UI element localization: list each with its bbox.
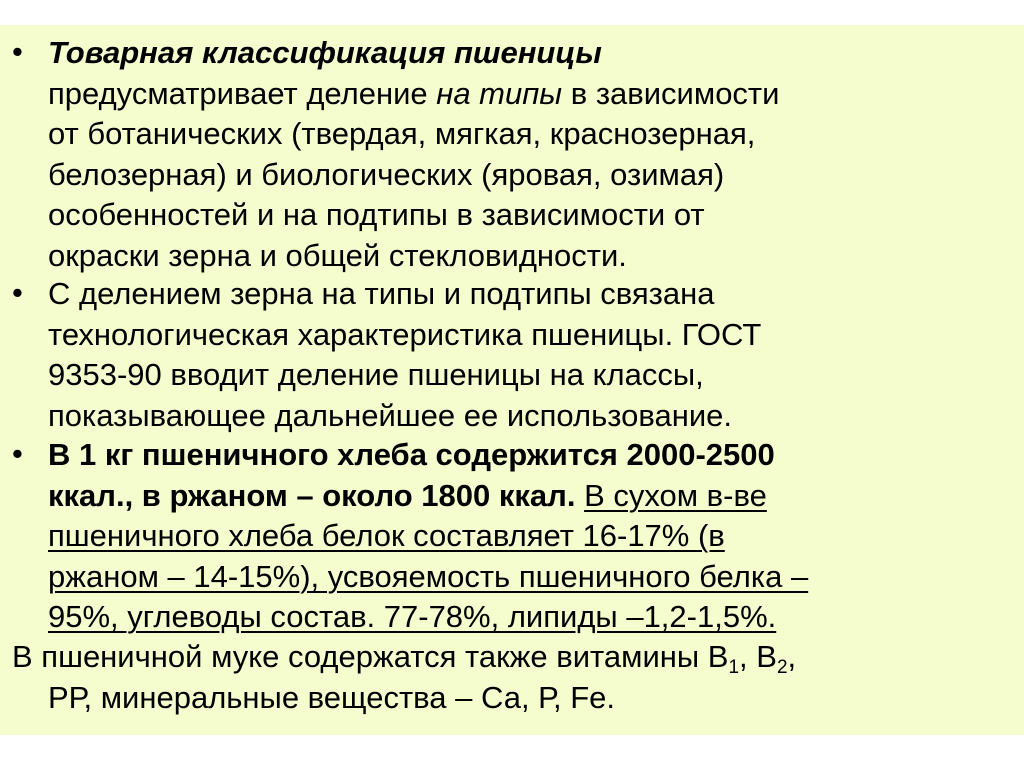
text-line — [48, 33, 1024, 74]
subscript: 1 — [728, 657, 740, 678]
text-line: РР, минеральные вещества – Са, Р, Fe. — [48, 679, 616, 715]
text-line: 9353-90 вводит деление пшеницы на классы, — [48, 357, 704, 392]
underlined-segment: В сухом в-ве — [584, 477, 767, 513]
bold-segment: В 1 кг пшеничного хлеба содержится 2000-2500 — [48, 437, 775, 472]
text-line: С делением зерна на типы и подтипы связана — [48, 276, 715, 311]
text-line: особенностей и на подтипы в зависимости от — [48, 197, 705, 232]
text-line — [12, 637, 1024, 678]
text-line — [48, 435, 1024, 476]
bullet-marker: • — [12, 34, 23, 69]
text-line: показывающее дальнейшее ее использование. — [48, 397, 732, 433]
text-segment: в зависимости — [562, 75, 780, 111]
text-line — [48, 516, 1024, 557]
text-segment: В пшеничной муке содержатся также витамины В — [12, 639, 729, 674]
bold-segment: ккал., в ржаном – около 1800 ккал. — [48, 477, 576, 513]
text-line — [48, 597, 1024, 638]
bullet-item-gost — [48, 274, 1024, 436]
bullet-item-calories — [48, 435, 1024, 638]
underlined-segment: пшеничного хлеба белок составляет 16-17% (в — [48, 518, 725, 553]
text-line — [48, 557, 1024, 598]
bold-italic-heading: Товарная классификация пшеницы — [48, 35, 602, 70]
bullet-marker: • — [12, 275, 23, 310]
underlined-segment: 95%, углеводы состав. 77-78%, липиды –1,2-1,5%. — [48, 599, 777, 634]
bullet-item-classification — [48, 33, 1024, 276]
slide — [0, 25, 1024, 735]
vitamins-paragraph — [12, 637, 1024, 718]
text-line — [48, 74, 1024, 115]
subscript: 2 — [776, 657, 788, 678]
text-line: технологическая характеристика пшеницы. ГОСТ — [48, 316, 762, 352]
text-line: окраски зерна и общей стекловидности. — [48, 237, 627, 273]
text-segment: , В — [739, 639, 777, 674]
text-line: белозерная) и биологических (яровая, озимая) — [48, 156, 725, 192]
text-line: от ботанических (твердая, мягкая, краснозерная, — [48, 116, 756, 151]
bullet-marker: • — [12, 436, 23, 471]
underlined-segment: ржаном – 14-15%), усвояемость пшеничного белка – — [48, 558, 809, 594]
italic-segment: на типы — [436, 75, 563, 111]
text-line — [48, 476, 1024, 517]
text-segment: , — [787, 639, 797, 674]
text-segment: предусматривает деление — [48, 75, 437, 111]
